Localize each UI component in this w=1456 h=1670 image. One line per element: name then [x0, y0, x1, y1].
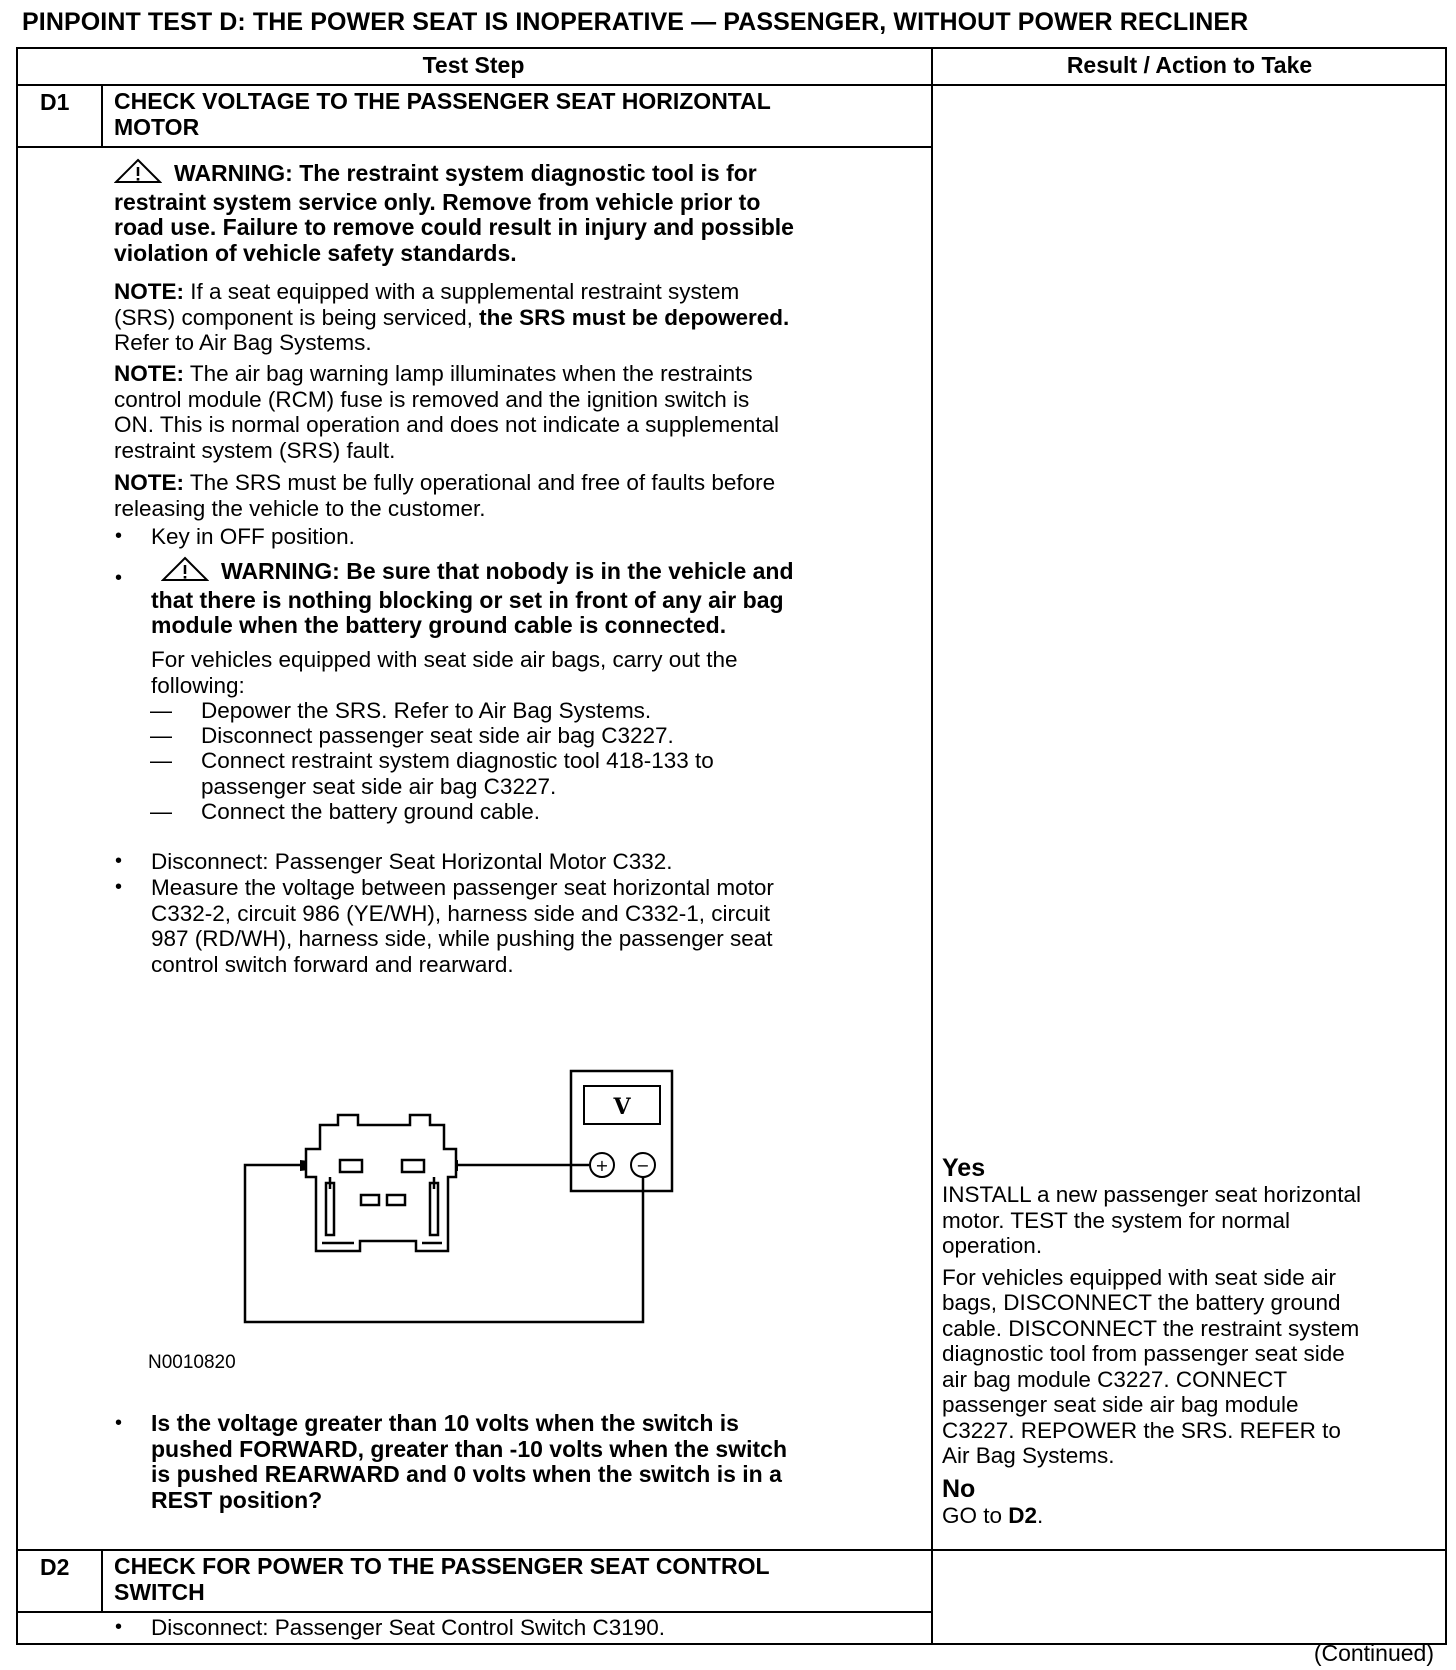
warning-nobody-in-vehicle: WARNING: Be sure that nobody is in the vehicle and that there is nothing blocking or set in front of any air bag module when the battery ground cable is connected.	[151, 558, 794, 638]
bullet-dot: •	[115, 567, 123, 589]
dash-marker: —	[150, 799, 172, 824]
d1-title-rule	[16, 146, 931, 148]
voltmeter-icon	[571, 1071, 672, 1191]
result-yes-seat-side: For vehicles equipped with seat side air bags, DISCONNECT the battery ground cable. DISCONNECT the restraint system diagnostic tool from passenger seat side air bag module C3227. CONNECT passenger seat side air bag module C3227. REPOWER the SRS. REFER to Air Bag Systems.	[942, 1264, 1360, 1468]
header-test-step: Test Step	[422, 52, 525, 78]
bullet-dot: •	[115, 876, 123, 898]
dash-item-connect-tool: Connect restraint system diagnostic tool 418-133 to passenger seat side air bag C3227.	[201, 748, 714, 799]
warning-triangle-icon	[161, 556, 209, 588]
warning-diagnostic-tool: WARNING: The restraint system diagnostic tool is for restraint system service only. Remove from vehicle prior to road use. Failure to remove could result in injury and possible violation of vehicle safety standards.	[114, 160, 794, 266]
result-d1	[942, 1154, 1361, 1528]
page-title: PINPOINT TEST D: THE POWER SEAT IS INOPERATIVE — PASSENGER, WITHOUT POWER RECLINER	[22, 8, 1249, 36]
step-id-d2: D2	[40, 1554, 70, 1580]
d2-top-rule	[16, 1549, 1447, 1551]
d2-title-rule	[16, 1611, 931, 1613]
connector-c332-icon	[306, 1115, 456, 1251]
seat-side-intro: For vehicles equipped with seat side air bags, carry out the following:	[151, 647, 738, 698]
dash-item-connect-battery: Connect the battery ground cable.	[201, 799, 540, 824]
step-key-off: Key in OFF position.	[151, 524, 355, 549]
goto-d2-link[interactable]: D2	[1008, 1502, 1038, 1528]
step-id-d1: D1	[40, 89, 70, 115]
continued-label: (Continued)	[1313, 1640, 1434, 1666]
result-yes-action: INSTALL a new passenger seat horizontal motor. TEST the system for normal operation.	[942, 1182, 1361, 1258]
warning-triangle-icon	[114, 158, 162, 190]
figure-id: N0010820	[148, 1352, 236, 1373]
note-warning-lamp: NOTE: The air bag warning lamp illuminates when the restraints control module (RCM) fuse is removed and the ignition switch is ON. This is normal operation and does not indicate a supplemental restraint system (SRS) fault.	[114, 361, 779, 463]
id-divider-d1	[101, 85, 103, 147]
dash-marker: —	[150, 723, 172, 748]
header-result: Result / Action to Take	[1066, 52, 1313, 78]
note-srs-depower: NOTE: If a seat equipped with a supplemental restraint system (SRS) component is being serviced, the SRS must be depowered. Refer to Air Bag Systems.	[114, 279, 790, 355]
step-title-d1: CHECK VOLTAGE TO THE PASSENGER SEAT HORIZONTAL MOTOR	[114, 88, 771, 140]
column-divider-result	[931, 47, 933, 1645]
header-rule	[16, 84, 1447, 86]
note-srs-operational: NOTE: The SRS must be fully operational and free of faults before releasing the vehicle to the customer.	[114, 470, 776, 521]
dash-marker: —	[150, 748, 172, 773]
step-disconnect-switch: Disconnect: Passenger Seat Control Switch C3190.	[151, 1615, 666, 1640]
bullet-dot: •	[115, 1412, 123, 1434]
step-disconnect-motor: Disconnect: Passenger Seat Horizontal Motor C332.	[151, 849, 673, 874]
bullet-dot: •	[115, 850, 123, 872]
dash-item-disconnect-airbag: Disconnect passenger seat side air bag C3227.	[201, 723, 674, 748]
meter-label: V	[613, 1094, 631, 1120]
result-no-action: GO to D2.	[942, 1502, 1044, 1528]
step-question: Is the voltage greater than 10 volts when the switch is pushed FORWARD, greater than -10 volts when the switch is pushed REARWARD and 0 volts when the switch is in a REST position?	[151, 1410, 788, 1513]
id-divider-d2	[101, 1550, 103, 1612]
bullet-dot: •	[115, 525, 123, 547]
result-no-label: No	[942, 1474, 976, 1503]
dash-marker: —	[150, 698, 172, 723]
dash-item-depower: Depower the SRS. Refer to Air Bag Systems.	[201, 698, 652, 723]
step-title-d2: CHECK FOR POWER TO THE PASSENGER SEAT CONTROL SWITCH	[114, 1553, 770, 1605]
minus-terminal: −	[636, 1156, 650, 1175]
result-yes-label: Yes	[942, 1154, 986, 1182]
voltmeter-diagram	[230, 1065, 680, 1340]
step-measure-voltage: Measure the voltage between passenger seat horizontal motor C332-2, circuit 986 (YE/WH), harness side and C332-1, circuit 987 (RD/WH), harness side, while pushing the passenger seat control switch forward and rearward.	[151, 875, 774, 977]
plus-terminal: +	[595, 1156, 609, 1175]
bullet-dot: •	[115, 1616, 123, 1638]
